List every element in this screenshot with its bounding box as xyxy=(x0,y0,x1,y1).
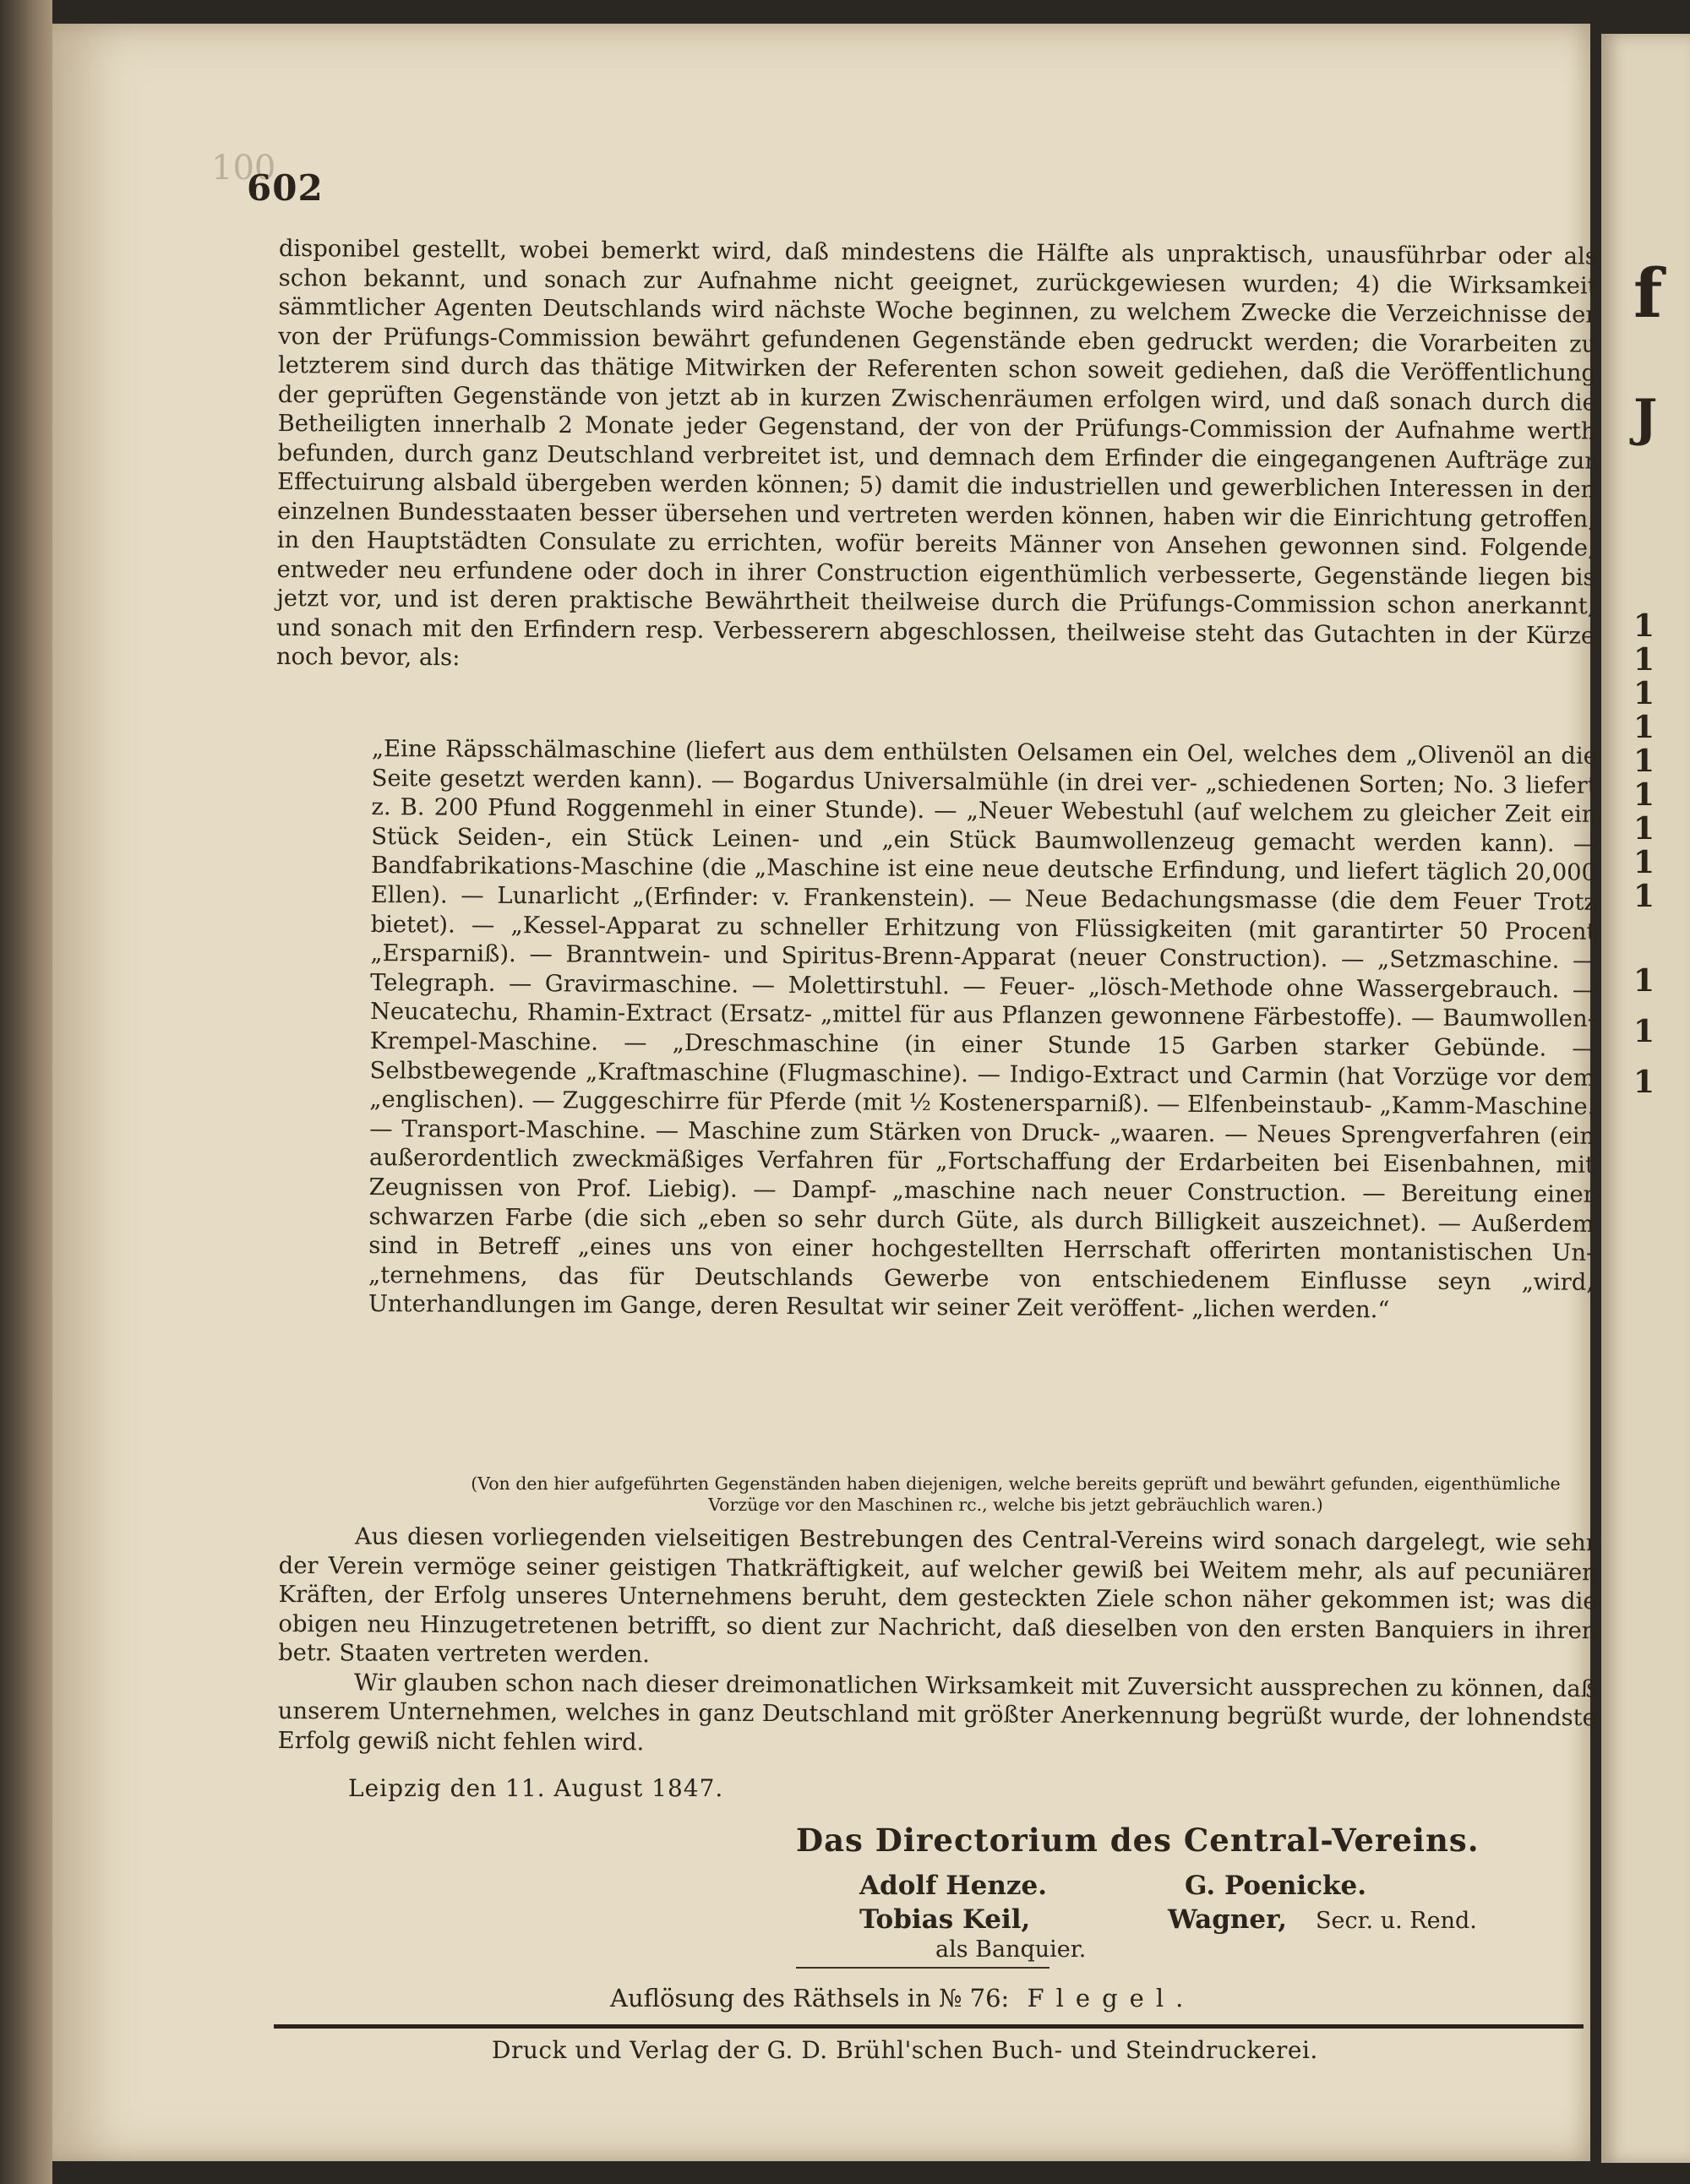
quoted-list: „Eine Räpsschälmaschine (liefert aus dem enthülsten Oelsamen ein Oel, welches dem „Olivenöl an die Seite gesetzt werden kann). — Bogardus Universalmühle (in drei ver- „schiedenen Sorten; No. 3 liefert z. B. 200 Pfund Roggenmehl in einer Stunde). — „Neuer Webestuhl (auf welchem zu gleicher Zeit ein Stück Seiden-, ein Stück Leinen- und „ein Stück Baumwollenzeug gemacht werden kann). — Bandfabrikations-Maschine (die „Maschine ist eine neue deutsche Erfindung, und liefert täglich 20,000 Ellen). — Lunarlicht „(Erfinder: v. Frankenstein). — Neue Bedachungsmasse (die dem Feuer Trotz bietet). — „Kessel-Apparat zu schneller Erhitzung von Flüssigkeiten (mit garantirter 50 Procent „Ersparniß). — Branntwein- und Spiritus-Brenn-Apparat (neuer Construction). — „Setzmaschine. — Telegraph. — Gravirmaschine. — Molettirstuhl. — Feuer- „lösch-Methode ohne Wassergebrauch. — Neucatechu, Rhamin-Extract (Ersatz- „mittel für aus Pflanzen gewonnene Färbestoffe). — Baumwollen-Krempel-Maschine. — „Dreschmaschine (in einer Stunde 15 Garben starker Gebünde. — Selbstbewegende „Kraftmaschine (Flugmaschine). — Indigo-Extract und Carmin (hat Vorzüge vor dem „englischen). — Zuggeschirre für Pferde (mit ½ Kostenersparniß). — Elfenbeinstaub- „Kamm-Maschine. — Transport-Maschine. — Maschine zum Stärken von Druck- „waaren. — Neues Sprengverfahren (ein außerordentlich zweckmäßiges Verfahren für „Fortschaffung der Erdarbeiten bei Eisenbahnen, mit Zeugnissen von Prof. Liebig). — Dampf- „maschine nach neuer Construction. — Bereitung einer schwarzen Farbe (die sich „eben so sehr durch Güte, als durch Billigkeit auszeichnet). — Außerdem sind in Betreff „eines uns von einer hochgestellten Herrschaft offerirten montanistischen Un- „ternehmens, das für Deutschlands Gewerbe von entschiedenem Einflusse seyn „wird, Unterhandlungen im Gange, deren Resultat wir seiner Zeit veröffent- „lichen werden.“ xyxy=(368,736,1597,1324)
riddle-label: Auflösung des Räthsels in № 76: xyxy=(610,1984,1010,2012)
signature-heading: Das Directorium des Central-Vereins. xyxy=(796,1822,1480,1859)
signature-name-3: Tobias Keil, xyxy=(859,1904,1031,1935)
body-text xyxy=(276,235,1597,680)
adjacent-fragment: 1 xyxy=(1633,845,1655,880)
page-number: 602 xyxy=(247,167,324,209)
page-number-mark: 100 xyxy=(211,149,276,188)
adjacent-fragment: 1 xyxy=(1633,642,1655,678)
adjacent-fragment: 1 xyxy=(1633,811,1655,847)
adjacent-fragment: 1 xyxy=(1633,1065,1655,1100)
dateline: Leipzig den 11. August 1847. xyxy=(348,1774,724,1802)
adjacent-fragment: 1 xyxy=(1633,710,1655,745)
bottom-rule xyxy=(274,2024,1584,2029)
adjacent-fragment: 1 xyxy=(1633,963,1655,999)
book-page xyxy=(52,24,1597,2161)
adjacent-page-edge xyxy=(1601,34,1690,2163)
printer-imprint: Druck und Verlag der G. D. Brühl'schen Buch- und Steindruckerei. xyxy=(492,2036,1318,2064)
signature-name-2: G. Poenicke. xyxy=(1185,1871,1367,1901)
adjacent-fragment: 1 xyxy=(1633,879,1655,914)
closing-paragraph-2: Wir glauben schon nach dieser dreimonatlichen Wirksamkeit mit Zuversicht aussprechen zu können, daß unserem Unternehmen, welches in ganz Deutschland mit größter Anerkennung begrüßt wurde, der lohnendste Erfolg gewiß nicht fehlen wird. xyxy=(277,1669,1597,1756)
adjacent-fragment: J xyxy=(1633,389,1658,448)
riddle-solution xyxy=(610,1984,1195,2012)
adjacent-fragment: 1 xyxy=(1633,743,1655,779)
adjacent-fragment: 1 xyxy=(1633,1014,1655,1049)
adjacent-fragment: f xyxy=(1633,253,1663,333)
closing-paragraph-1: Aus diesen vorliegenden vielseitigen Bestrebungen des Central-Vereins wird sonach dargelegt, wie sehr der Verein vermöge seiner geistigen Thatkräftigkeit, auf welcher gewiß bei Weitem mehr, als auf pecuniären Kräften, der Erfolg unseres Unternehmens beruht, dem gesteckten Ziele schon näher gekommen ist; was die obigen neu Hinzugetretenen betrifft, so dient zur Nachricht, daß dieselben von den ersten Banquiers in ihren betr. Staaten vertreten werden. xyxy=(278,1523,1597,1669)
adjacent-fragment: 1 xyxy=(1633,676,1655,711)
signature-name-1: Adolf Henze. xyxy=(859,1871,1047,1901)
closing-text xyxy=(278,1522,1597,1762)
short-rule xyxy=(796,1967,1049,1969)
riddle-answer: Flegel. xyxy=(1027,1984,1196,2012)
adjacent-fragment: 1 xyxy=(1633,777,1655,813)
signature-name-4: Wagner, xyxy=(1168,1904,1288,1935)
signature-name-3-role: als Banquier. xyxy=(935,1936,1087,1963)
book-spine xyxy=(0,0,52,2184)
footnote: (Von den hier aufgeführten Gegenständen haben diejenigen, welche bereits geprüft und bewährt gefunden, eigenthümliche Vorzüge vor den Maschinen rc., welche bis jetzt gebräuchlich waren.) xyxy=(471,1473,1561,1515)
adjacent-fragment: 1 xyxy=(1633,608,1655,644)
body-paragraph: disponibel gestellt, wobei bemerkt wird, daß mindestens die Hälfte als unpraktisch, unausführbar oder als schon bekannt, und sonach zur Aufnahme nicht geeignet, zurückgewiesen wurden; 4) die Wirksamkeit sämmtlicher Agenten Deutschlands wird nächste Woche beginnen, zu welchem Zwecke die Verzeichnisse der von der Prüfungs-Commission bewährt gefundenen Gegenstände eben gedruckt werden; die Vorarbeiten zu letzterem sind durch das thätige Mitwirken der Referenten schon soweit gediehen, daß die Veröffentlichung der geprüften Gegenstände von jetzt ab in kurzen Zwischenräumen erfolgen wird, und daß sonach durch die Betheiligten innerhalb 2 Monate jeder Gegenstand, der von der Prüfungs-Commission der Aufnahme werth befunden, durch ganz Deutschland verbreitet ist, und demnach dem Erfinder die eingegangenen Aufträge zur Effectuirung alsbald übergeben werden können; 5) damit die industriellen und gewerblichen Interessen in den einzelnen Bundesstaaten besser übersehen und vertreten werden können, haben wir die Einrichtung getroffen, in den Hauptstädten Consulate zu errichten, wofür bereits Männer von Ansehen gewonnen sind. Folgende, entweder neu erfundene oder doch in ihrer Construction eigenthümlich verbesserte, Gegenstände liegen bis jetzt vor, und ist deren praktische Bewährtheit theilweise durch die Prüfungs-Commission schon anerkannt, und sonach mit den Erfindern resp. Verbesserern abgeschlossen, theilweise steht das Gutachten in der Kürze noch bevor, als: xyxy=(275,236,1597,672)
signature-name-4-role: Secr. u. Rend. xyxy=(1316,1908,1477,1934)
